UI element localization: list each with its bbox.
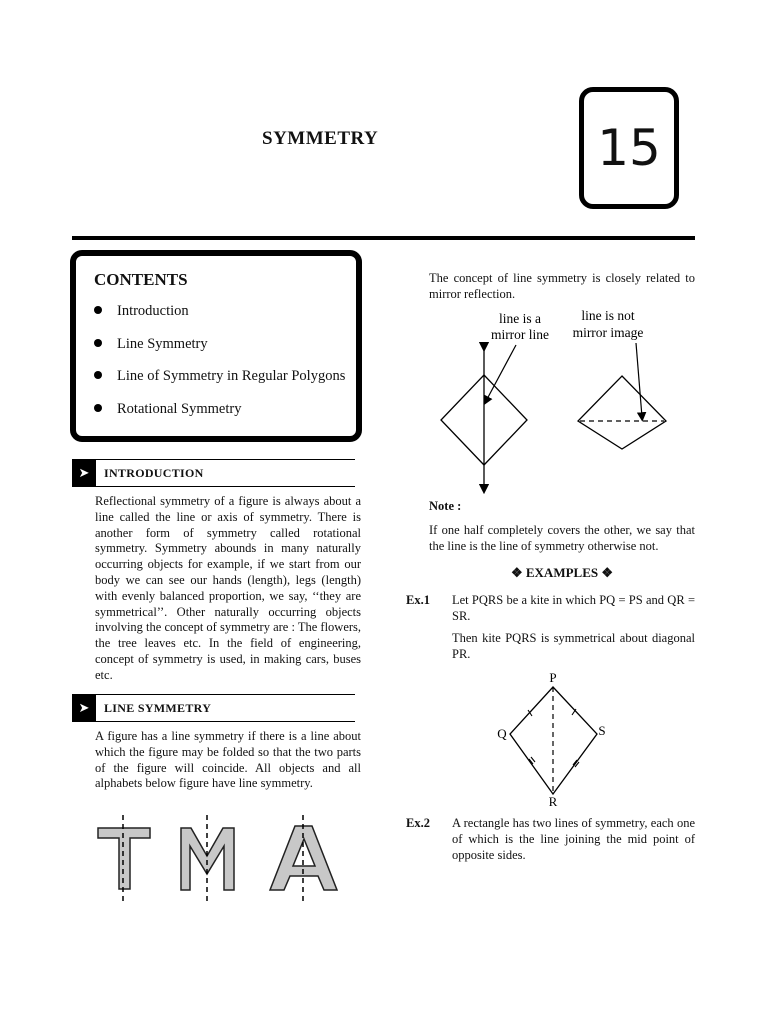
vertex-q-label: Q: [497, 726, 507, 741]
header-rule: [72, 236, 695, 240]
line-symmetry-text: A figure has a line symmetry if there is a line about which the figure may be folded so that the two parts of the figure will coincide. All objects and all alphabets below figure have line symmetry.: [95, 729, 361, 791]
letters-symmetry-figure: [90, 812, 350, 904]
symmetric-square-figure: [441, 345, 527, 489]
examples-heading: ❖ EXAMPLES ❖: [510, 565, 614, 580]
mirror-line-label-2: mirror line: [490, 327, 550, 342]
mirror-line-figure: [430, 305, 695, 495]
letter-t-figure: [98, 815, 150, 902]
vertex-s-label: S: [598, 723, 606, 738]
example-2-label: Ex.2: [406, 816, 430, 830]
mirror-reflection-text: The concept of line symmetry is closely related to mirror reflection.: [429, 271, 695, 301]
chapter-title: SYMMETRY: [262, 128, 379, 149]
contents-item: Line of Symmetry in Regular Polygons: [94, 365, 345, 398]
letter-m-figure: [181, 815, 234, 902]
contents-item: Line Symmetry: [94, 333, 345, 366]
vertex-p-label: P: [549, 670, 557, 685]
example-1-text: Let PQRS be a kite in which PQ = PS and QR = SR.: [452, 593, 695, 623]
example-2-text: A rectangle has two lines of symmetry, each one of which is the line joining the mid point of opposite sides.: [452, 816, 695, 862]
introduction-heading: [72, 459, 355, 487]
chapter-number: 15: [597, 119, 661, 177]
note-text: If one half completely covers the other, we say that the line is the line of symmetry otherwise not.: [429, 523, 695, 553]
non-symmetric-square-figure: [578, 343, 666, 449]
chapter-number-box: [579, 87, 679, 209]
note-label: Note :: [429, 499, 462, 513]
mirror-line-label-1: line is a: [499, 311, 541, 326]
contents-item: Rotational Symmetry: [94, 398, 345, 431]
contents-title: CONTENTS: [94, 270, 188, 289]
kite-figure: [490, 668, 620, 810]
not-mirror-label-2: mirror image: [572, 325, 644, 340]
contents-list: [94, 300, 345, 430]
contents-item: Introduction: [94, 300, 345, 333]
chevron-right-icon: ➤: [72, 460, 96, 486]
example-1-label: Ex.1: [406, 593, 430, 607]
line-symmetry-heading-label: LINE SYMMETRY: [104, 701, 212, 715]
example-1-conclusion: Then kite PQRS is symmetrical about diagonal PR.: [452, 631, 695, 661]
chevron-right-icon: ➤: [72, 695, 96, 721]
vertex-r-label: R: [548, 794, 558, 809]
introduction-text: Reflectional symmetry of a figure is always about a line called the line or axis of symmetry. There is another form of symmetry called rotational symmetry. Symmetry abounds in many naturally occurring objects for example, if we start from our body we can see our hands (length), legs (length) with evenly balanced proportion, we say, ‘‘they are symmetrical’’. Other naturally occurring objects involving the concept of symmetry are : The flowers, the tree leaves etc. In the field of engineering, concept of symmetry is used, in making cars, buses etc.: [95, 494, 362, 682]
introduction-heading-label: INTRODUCTION: [104, 466, 204, 480]
line-symmetry-heading: [72, 694, 355, 722]
letter-a-figure: [270, 815, 337, 902]
not-mirror-label-1: line is not: [581, 308, 635, 323]
